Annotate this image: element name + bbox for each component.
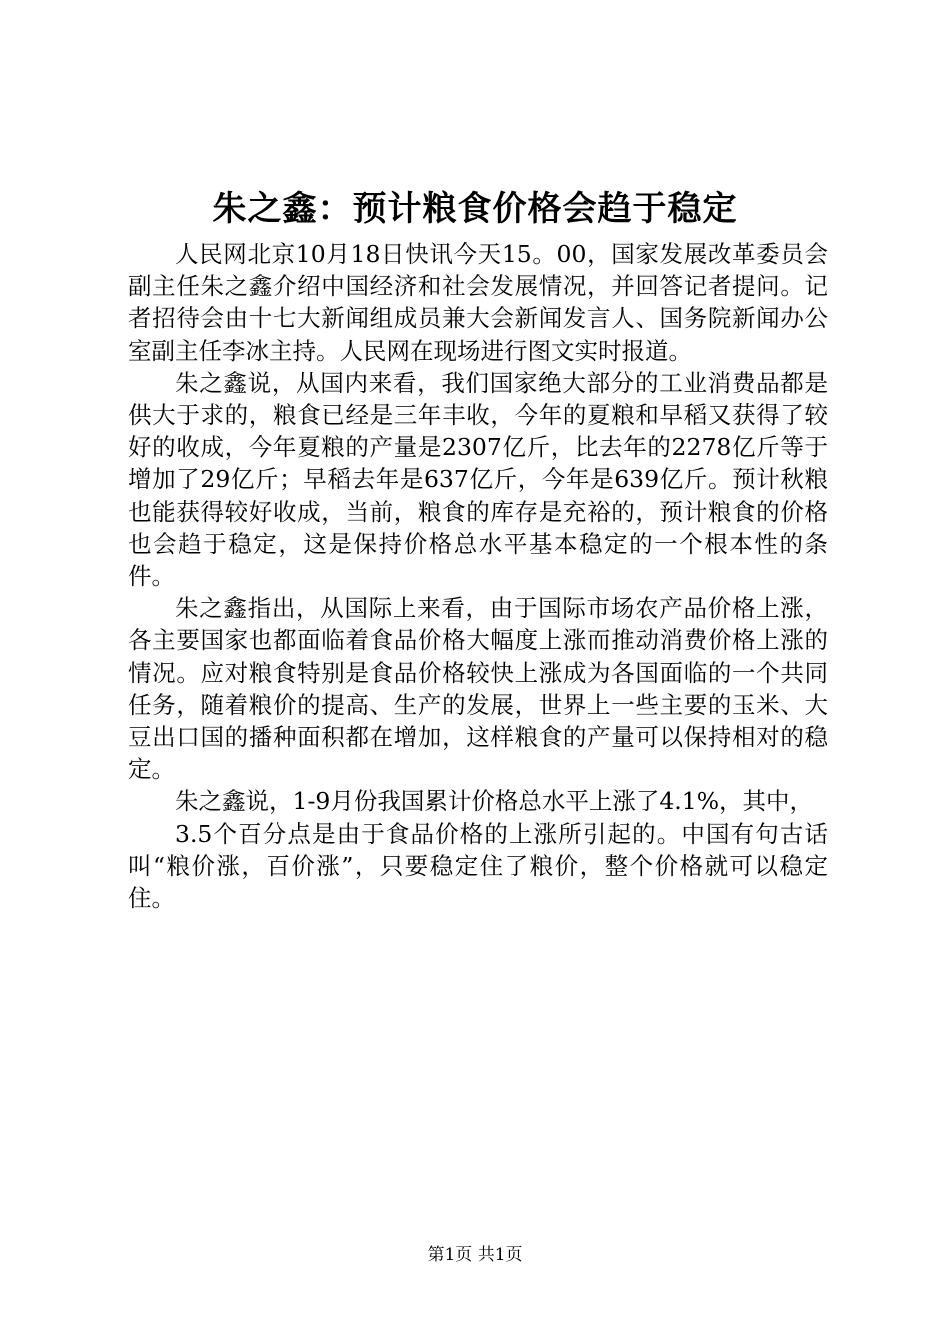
page-footer: 第1页 共1页 xyxy=(427,1245,523,1265)
document-title: 朱之鑫：预计粮食价格会趋于稳定 xyxy=(212,189,738,229)
document-body xyxy=(128,238,828,914)
paragraph: 朱之鑫指出，从国际上来看，由于国际市场农产品价格上涨，各主要国家也都面临着食品价格大幅度上涨而推动消费价格上涨的情况。应对粮食特别是食品价格较快上涨成为各国面临的一个共同任务，随着粮价的提高、生产的发展，世界上一些主要的玉米、大豆出口国的播种面积都在增加，这样粮食的产量可以保持相对的稳定。 xyxy=(128,594,828,784)
paragraph: 朱之鑫说，1-9月份我国累计价格总水平上涨了4.1%，其中， xyxy=(175,787,814,816)
paragraph: 朱之鑫说，从国内来看，我们国家绝大部分的工业消费品都是供大于求的，粮食已经是三年丰收，今年的夏粮和早稻又获得了较好的收成，今年夏粮的产量是2307亿斤，比去年的2278亿斤等于增加了29亿斤；早稻去年是637亿斤，今年是639亿斤。预计秋粮也能获得较好收成，当前，粮食的库存是充裕的，预计粮食的价格也会趋于稳定，这是保持价格总水平基本稳定的一个根本性的条件。 xyxy=(128,368,828,591)
paragraph: 3.5个百分点是由于食品价格的上涨所引起的。中国有句古话叫“粮价涨，百价涨”，只要稳定住了粮价，整个价格就可以稳定住。 xyxy=(128,819,828,913)
paragraph: 人民网北京10月18日快讯今天15。00，国家发展改革委员会副主任朱之鑫介绍中国经济和社会发展情况，并回答记者提问。记者招待会由十七大新闻组成员兼大会新闻发言人、国务院新闻办公室副主任李冰主持。人民网在现场进行图文实时报道。 xyxy=(128,240,828,365)
